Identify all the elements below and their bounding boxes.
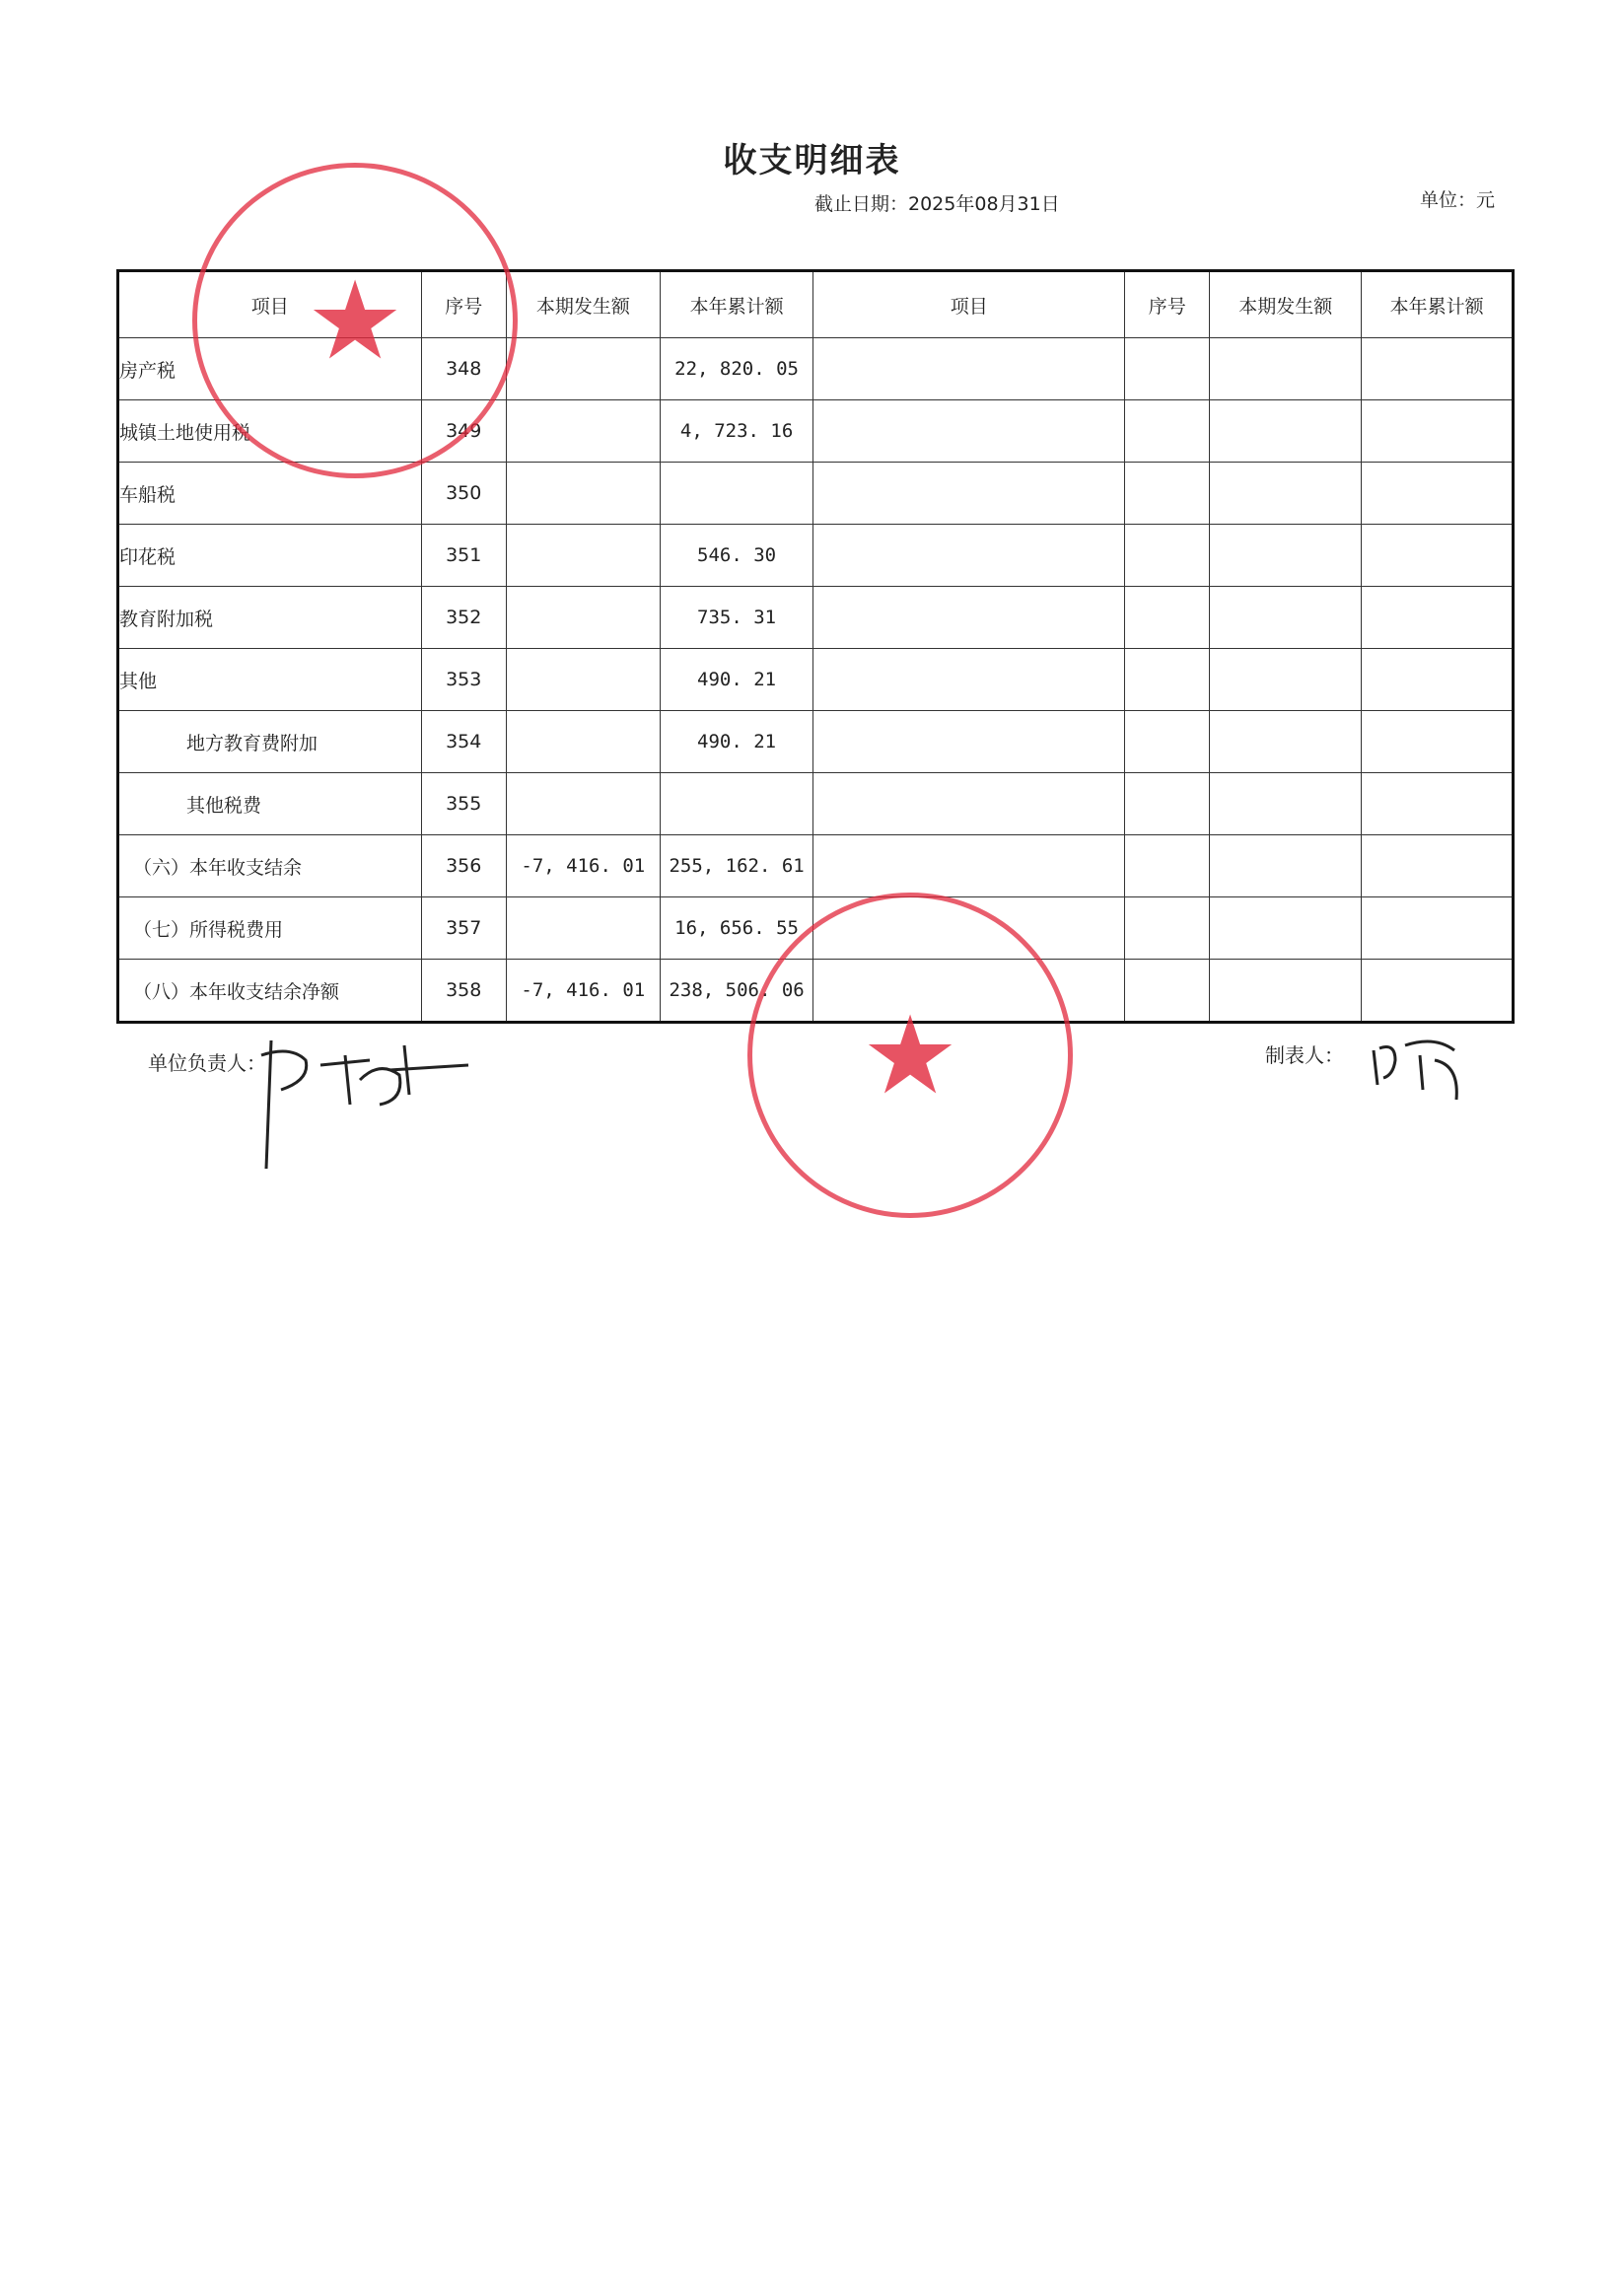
row-item: 其他税费: [118, 773, 422, 835]
row-ytd: 490. 21: [660, 711, 813, 773]
row-item: 教育附加税: [118, 587, 422, 649]
table-row: [118, 773, 1514, 835]
row-item: 城镇土地使用税: [118, 400, 422, 463]
empty-cell: [1125, 835, 1210, 897]
table-row: [118, 711, 1514, 773]
row-seq: 354: [421, 711, 506, 773]
header-period-right: 本期发生额: [1210, 271, 1362, 338]
empty-cell: [813, 960, 1125, 1023]
empty-cell: [1125, 960, 1210, 1023]
unit-head-signature: [251, 1021, 488, 1179]
empty-cell: [1210, 835, 1362, 897]
empty-cell: [1362, 835, 1514, 897]
empty-cell: [1125, 897, 1210, 960]
table-row: [118, 463, 1514, 525]
preparer-signature: [1366, 1031, 1474, 1110]
header-seq: 序号: [421, 271, 506, 338]
empty-cell: [1125, 400, 1210, 463]
header-item: 项目: [118, 271, 422, 338]
header-ytd: 本年累计额: [660, 271, 813, 338]
income-expense-table: [116, 269, 1515, 1024]
row-period: [506, 338, 660, 400]
empty-cell: [1210, 897, 1362, 960]
empty-cell: [1125, 711, 1210, 773]
table-row: [118, 338, 1514, 400]
row-item: 地方教育费附加: [118, 711, 422, 773]
row-item: （八）本年收支结余净额: [118, 960, 422, 1023]
empty-cell: [813, 525, 1125, 587]
row-period: [506, 463, 660, 525]
row-seq: 349: [421, 400, 506, 463]
empty-cell: [1125, 463, 1210, 525]
empty-cell: [1125, 525, 1210, 587]
empty-cell: [1125, 587, 1210, 649]
row-period: [506, 773, 660, 835]
table-row: [118, 649, 1514, 711]
empty-cell: [1362, 773, 1514, 835]
table-row: [118, 525, 1514, 587]
row-item: （七）所得税费用: [118, 897, 422, 960]
row-seq: 356: [421, 835, 506, 897]
row-seq: 355: [421, 773, 506, 835]
empty-cell: [1362, 525, 1514, 587]
row-ytd: [660, 773, 813, 835]
row-seq: 351: [421, 525, 506, 587]
row-period: [506, 400, 660, 463]
row-period: [506, 649, 660, 711]
row-seq: 348: [421, 338, 506, 400]
table-row: [118, 400, 1514, 463]
empty-cell: [1125, 649, 1210, 711]
empty-cell: [1362, 587, 1514, 649]
row-item: （六）本年收支结余: [118, 835, 422, 897]
empty-cell: [1210, 400, 1362, 463]
row-item: 印花税: [118, 525, 422, 587]
row-period: -7, 416. 01: [506, 835, 660, 897]
header-item-right: 项目: [813, 271, 1125, 338]
empty-cell: [813, 338, 1125, 400]
row-ytd: 238, 506. 06: [660, 960, 813, 1023]
row-seq: 350: [421, 463, 506, 525]
header-period: 本期发生额: [506, 271, 660, 338]
row-ytd: [660, 463, 813, 525]
table-row: [118, 960, 1514, 1023]
empty-cell: [1362, 649, 1514, 711]
row-period: [506, 897, 660, 960]
empty-cell: [813, 649, 1125, 711]
empty-cell: [1362, 897, 1514, 960]
table-row: [118, 835, 1514, 897]
empty-cell: [1210, 773, 1362, 835]
table-row: [118, 587, 1514, 649]
row-seq: 357: [421, 897, 506, 960]
empty-cell: [1210, 649, 1362, 711]
row-ytd: 255, 162. 61: [660, 835, 813, 897]
empty-cell: [813, 711, 1125, 773]
empty-cell: [1362, 400, 1514, 463]
empty-cell: [813, 400, 1125, 463]
empty-cell: [1210, 960, 1362, 1023]
preparer-label: 制表人：: [1265, 1043, 1344, 1067]
row-item: 房产税: [118, 338, 422, 400]
table-row: [118, 897, 1514, 960]
row-item: 车船税: [118, 463, 422, 525]
row-period: [506, 711, 660, 773]
empty-cell: [1210, 711, 1362, 773]
row-ytd: 16, 656. 55: [660, 897, 813, 960]
unit-head-label: 单位负责人：: [148, 1051, 266, 1075]
cutoff-date: 截止日期：2025年08月31日: [814, 193, 1060, 215]
empty-cell: [813, 773, 1125, 835]
row-seq: 353: [421, 649, 506, 711]
star-icon: ★: [861, 992, 959, 1118]
unit-label: 单位：元: [1420, 189, 1496, 211]
row-period: [506, 587, 660, 649]
star-icon: ★: [306, 257, 404, 384]
empty-cell: [813, 897, 1125, 960]
empty-cell: [1125, 773, 1210, 835]
empty-cell: [1210, 463, 1362, 525]
row-ytd: 546. 30: [660, 525, 813, 587]
empty-cell: [1362, 960, 1514, 1023]
empty-cell: [1210, 587, 1362, 649]
header-seq-right: 序号: [1125, 271, 1210, 338]
empty-cell: [1362, 463, 1514, 525]
document-title: 收支明细表: [723, 141, 901, 180]
empty-cell: [1362, 711, 1514, 773]
row-period: [506, 525, 660, 587]
empty-cell: [1125, 338, 1210, 400]
row-seq: 352: [421, 587, 506, 649]
row-item: 其他: [118, 649, 422, 711]
empty-cell: [1210, 525, 1362, 587]
empty-cell: [813, 587, 1125, 649]
row-ytd: 22, 820. 05: [660, 338, 813, 400]
table-header-row: [118, 271, 1514, 338]
empty-cell: [1210, 338, 1362, 400]
header-ytd-right: 本年累计额: [1362, 271, 1514, 338]
empty-cell: [813, 835, 1125, 897]
empty-cell: [813, 463, 1125, 525]
row-period: -7, 416. 01: [506, 960, 660, 1023]
row-seq: 358: [421, 960, 506, 1023]
row-ytd: 4, 723. 16: [660, 400, 813, 463]
row-ytd: 735. 31: [660, 587, 813, 649]
row-ytd: 490. 21: [660, 649, 813, 711]
empty-cell: [1362, 338, 1514, 400]
